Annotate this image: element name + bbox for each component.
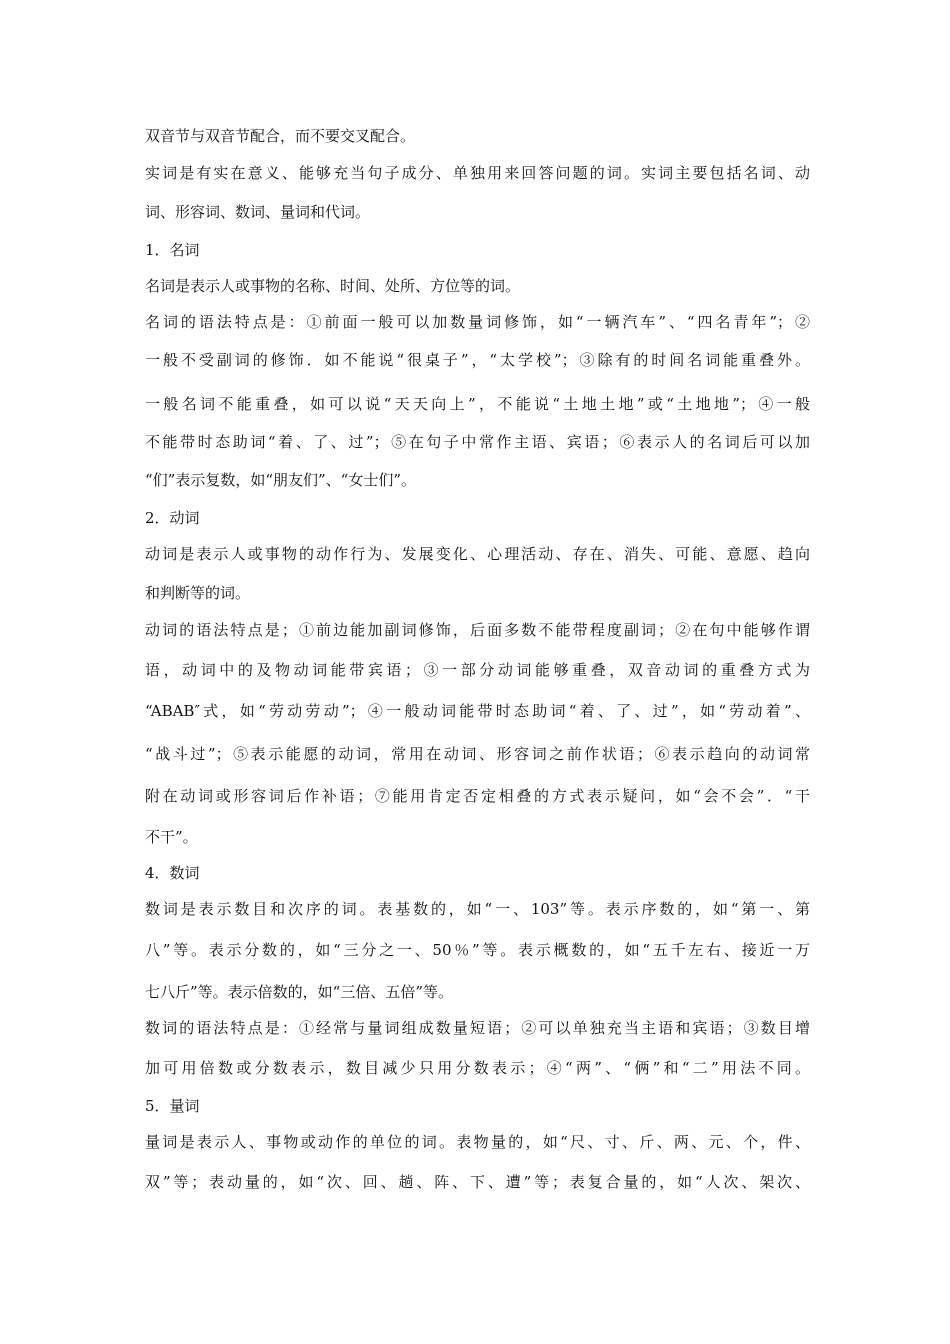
text-line: 加可用倍数或分数表示，数目减少只用分数表示；④“两”、“俩”和“二”用法不同。 — [145, 1059, 810, 1077]
section-heading: 4．数词 — [145, 864, 200, 882]
text-line: 不干”。 — [145, 828, 198, 846]
text-line: 名词的语法特点是：①前面一般可以加数量词修饰，如“一辆汽车”、“四名青年”；② — [145, 313, 810, 331]
text-line: 动词的语法特点是；①前边能加副词修饰，后面多数不能带程度副词；②在句中能够作谓 — [145, 621, 810, 639]
text-line: 语，动词中的及物动词能带宾语；③一部分动词能够重叠，双音动词的重叠方式为 — [145, 661, 810, 679]
text-line: “们”表示复数，如“朋友们”、“女士们”。 — [145, 471, 417, 489]
section-heading: 1．名词 — [145, 241, 200, 259]
text-line: 和判断等的词。 — [145, 584, 251, 602]
text-line: 数词的语法特点是：①经常与量词组成数量短语；②可以单独充当主语和宾语；③数目增 — [145, 1019, 810, 1037]
text-line: “ABAB″式，如“劳动劳动”；④一般动词能带时态助词“着、了、过”，如“劳动着”、 — [145, 702, 810, 720]
text-line: 七八斤”等。表示倍数的，如“三倍、五倍”等。 — [145, 983, 454, 1001]
text-line: 不能带时态助词“着、了、过”；⑤在句子中常作主语、宾语；⑥表示人的名词后可以加 — [145, 433, 810, 451]
text-line: 实词是有实在意义、能够充当句子成分、单独用来回答问题的词。实词主要包括名词、动 — [145, 164, 810, 182]
text-line: 名词是表示人或事物的名称、时间、处所、方位等的词。 — [145, 277, 521, 295]
section-heading: 2．动词 — [145, 509, 200, 527]
text-line: 八”等。表示分数的，如“三分之一、50％”等。表示概数的，如“五千左右、接近一万 — [145, 941, 810, 959]
text-line: 数词是表示数目和次序的词。表基数的，如“一、103”等。表示序数的，如“第一、第 — [145, 900, 810, 918]
text-line: 附在动词或形容词后作补语；⑦能用肯定否定相叠的方式表示疑问，如“会不会”．“干 — [145, 787, 810, 805]
text-line: 动词是表示人或事物的动作行为、发展变化、心理活动、存在、消失、可能、意愿、趋向 — [145, 545, 810, 563]
text-line: 一般名词不能重叠，如可以说“天天向上”，不能说“土地土地”或“土地地”；④一般 — [145, 395, 810, 413]
text-line: 双音节与双音节配合，而不要交叉配合。 — [145, 127, 416, 145]
text-line: 量词是表示人、事物或动作的单位的词。表物量的，如“尺、寸、斤、两、元、个，件、 — [145, 1133, 810, 1151]
text-line: 词、形容词、数词、量词和代词。 — [145, 203, 371, 221]
section-heading: 5．量词 — [145, 1097, 200, 1115]
text-line: “战斗过”；⑤表示能愿的动词，常用在动词、形容词之前作状语；⑥表示趋向的动词常 — [145, 745, 810, 763]
text-line: 一般不受副词的修饰．如不能说“很桌子”，“太学校”；③除有的时间名词能重叠外。 — [145, 351, 810, 369]
text-line: 双”等；表动量的，如“次、回、趟、阵、下、遭”等；表复合量的，如“人次、架次、 — [145, 1173, 810, 1191]
